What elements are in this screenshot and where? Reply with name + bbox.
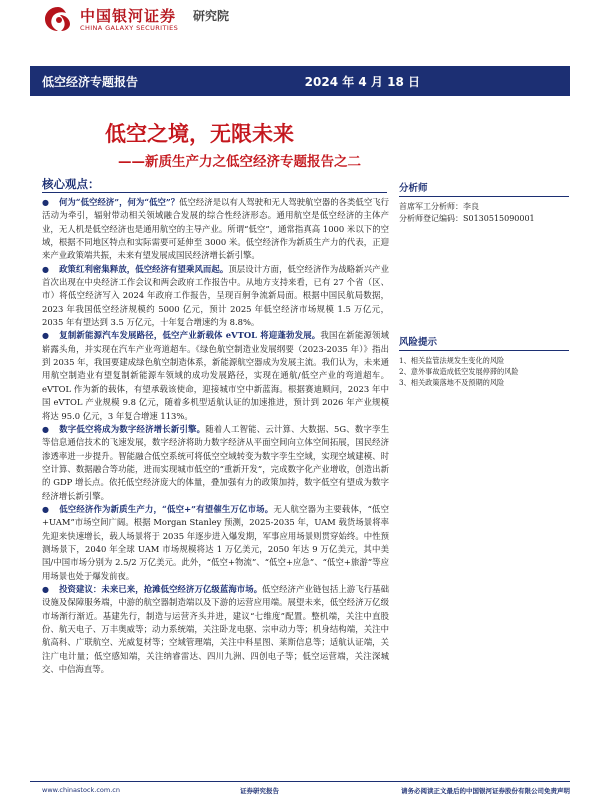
page-title: 低空之境，无限未来 (105, 122, 294, 146)
key-points-body (42, 196, 389, 676)
bullet-icon: ● (42, 198, 49, 207)
page-subtitle: ——新质生产力之低空经济专题报告之二 (118, 154, 361, 170)
risk-heading: 风险提示 (399, 334, 569, 351)
key-points-divider (42, 192, 387, 193)
page-header (0, 0, 600, 40)
logo-text-cn: 中国银河证券 (80, 7, 177, 25)
key-points-label: 核心观点： (42, 177, 100, 191)
logo-text-en: CHINA GALAXY SECURITIES (80, 24, 179, 32)
footer-website[interactable]: www.chinastock.com.cn (42, 786, 120, 794)
key-point-5 (42, 503, 389, 583)
footer-center-label: 证券研究报告 (240, 787, 279, 795)
key-point-6 (42, 583, 389, 676)
key-point-text: 随着人工智能、云计算、大数据、5G、数字孪生等信息通信技术的飞速发展，数字经济将助力数字经济从平面空间向立体空间拓展，国民经济渗透率进一步提升。智能融合低空系统可将低空空域转变为数字孪生空域，实现空域建模、时空计算、数据融合等功能，进而实现城市低空的“重新开发”，完成数字化产业增收，创造出新的 GDP 增长点。依托低空经济庞大的体量，叠加强有力的政策加持，数字低空有望成为数字经济增长新引擎。 (42, 423, 389, 501)
logo-subtitle: 研究院 (193, 9, 230, 23)
risk-item: 1、相关监管法规发生变化的风险 (399, 356, 505, 365)
key-point-text: 无人航空器为主要载体，“低空+UAM”市场空间广阔。根据 Morgan Stanley 预测，2025-2035 年，UAM 载货场景将率先迎来快速增长，载人场景将于 2035 年逐步进入爆发期，军事应用场景则贯穿始终。中性预测场景下，2040 年全球 UAM 市场规模将达 1 万亿美元，2050 年达 9 万亿美元，其中美国/中国市场分别为 2.5/2 万亿美元。此外，“低空+物流”、“低空+应急”、“低空+旅游”等应用场景也处于爆发前夜。 (42, 503, 390, 581)
analyst-heading: 分析师 (399, 180, 569, 197)
key-point-2 (42, 263, 389, 330)
bullet-icon: ● (42, 331, 49, 341)
footer-divider (30, 781, 570, 782)
report-type: 低空经济专题报告 (42, 75, 139, 89)
key-point-3 (42, 329, 389, 422)
risk-item: 2、意外事故造成低空发展停滞的风险 (399, 367, 519, 376)
key-point-lead: 数字低空将成为数字经济增长新引擎。 (59, 423, 206, 434)
analyst-name: 首席军工分析师：李良 (399, 202, 479, 211)
bullet-icon: ● (42, 504, 49, 514)
report-date: 2024 年 4 月 18 日 (304, 75, 420, 89)
bullet-icon: ● (42, 424, 49, 434)
report-banner (30, 66, 570, 96)
key-point-1 (42, 196, 389, 263)
key-point-text: 低空经济产业链包括上游飞行基础设施及保障服务端，中游的航空器制造端以及下游的运营应用端。展望未来，低空经济万亿级市场渐行渐近。基建先行，制造与运营齐头并进，建议“七维度”配置。整机端，关注中直股份、航天电子、万丰奥威等；动力系统端，关注卧龙电驱、宗申动力等；机身结构端，关注中航高科、广联航空、光威复材等；空域管理端，关注中科星图、莱斯信息等；适航认证端，关注广电计量；低空感知端，关注纳睿雷达、四川九洲、四创电子等；低空运营端，关注深城交、中信海直等。 (42, 583, 390, 675)
analyst-panel (399, 180, 569, 225)
bullet-icon: ● (42, 264, 49, 274)
risk-panel (399, 334, 569, 388)
key-point-lead: 复制新能源汽车发展路径，低空产业新载体 eVTOL 将迎蓬勃发展。 (59, 330, 321, 341)
bullet-icon: ● (42, 584, 49, 594)
galaxy-logo-icon (42, 5, 74, 33)
key-point-lead: 政策红利密集释放，低空经济有望乘风而起。 (59, 263, 229, 274)
risk-item: 3、相关政策落地不及预期的风险 (399, 378, 505, 387)
key-point-lead: 投资建议：未来已来，抢滩低空经济万亿级蓝海市场。 (59, 583, 263, 594)
key-point-4 (42, 423, 389, 503)
key-point-text: 我国在新能源领域崭露头角，并实现在汽车产业弯道超车。《绿色航空制造业发展纲要（2023-2035 年）》指出到 2035 年，我国要建成绿色航空制造体系，新能源航空器成为发展主流。我们认为，未来通用航空制造业有望复制新能源车领域的成功发展路径，实现在通航/低空产业的弯道超车。eVTOL 作为新的载体，有望承载该使命，迎接城市空中新蓝海。根据赛迪顾问，2023 年中国 eVTOL 产业规模 9.8 亿元，随着多机型适航认证的加速推进，预计到 2026 年产业规模将达 95.0 亿元，3 年复合增速 113%。 (42, 330, 389, 421)
key-point-text: 低空经济是以有人驾驶和无人驾驶航空器的各类低空飞行活动为牵引，辐射带动相关领域融合发展的综合性经济形态。通用航空是低空经济的主体产业，无人机是低空经济也是通用航空的主导产业。所谓“低空”，通常指真高 1000 米以下的空域，根据不同地区特点和实际需要可延伸至 3000 米。低空经济作为新质生产力的代表，正迎来产业政策端共振，未来有望发展成国民经济增长新引擎。 (42, 197, 389, 261)
analyst-code: 分析师登记编码：S0130515090001 (399, 214, 535, 223)
key-point-text: 顶层设计方面，低空经济作为战略新兴产业首次出现在中央经济工作会议和两会政府工作报告中。从地方支持来看，已有 27 个省（区、市）将低空经济写入 2024 年政府工作报告，呈现百舸争流新局面。根据中国民航局数据，2023 年我国低空经济规模约 5000 亿元，预计 2025 年低空经济市场规模 1.5 万亿元，2035 年有望达到 3.5 万亿元，十年复合增速约为 8.8%。 (42, 263, 390, 328)
key-point-lead: 低空经济作为新质生产力，“低空+”有望催生万亿市场。 (59, 503, 274, 514)
footer-disclaimer: 请务必阅读正文最后的中国银河证券股份有限公司免责声明 (401, 787, 570, 795)
key-point-lead: 何为“低空经济”，何为“低空”？ (59, 197, 180, 207)
